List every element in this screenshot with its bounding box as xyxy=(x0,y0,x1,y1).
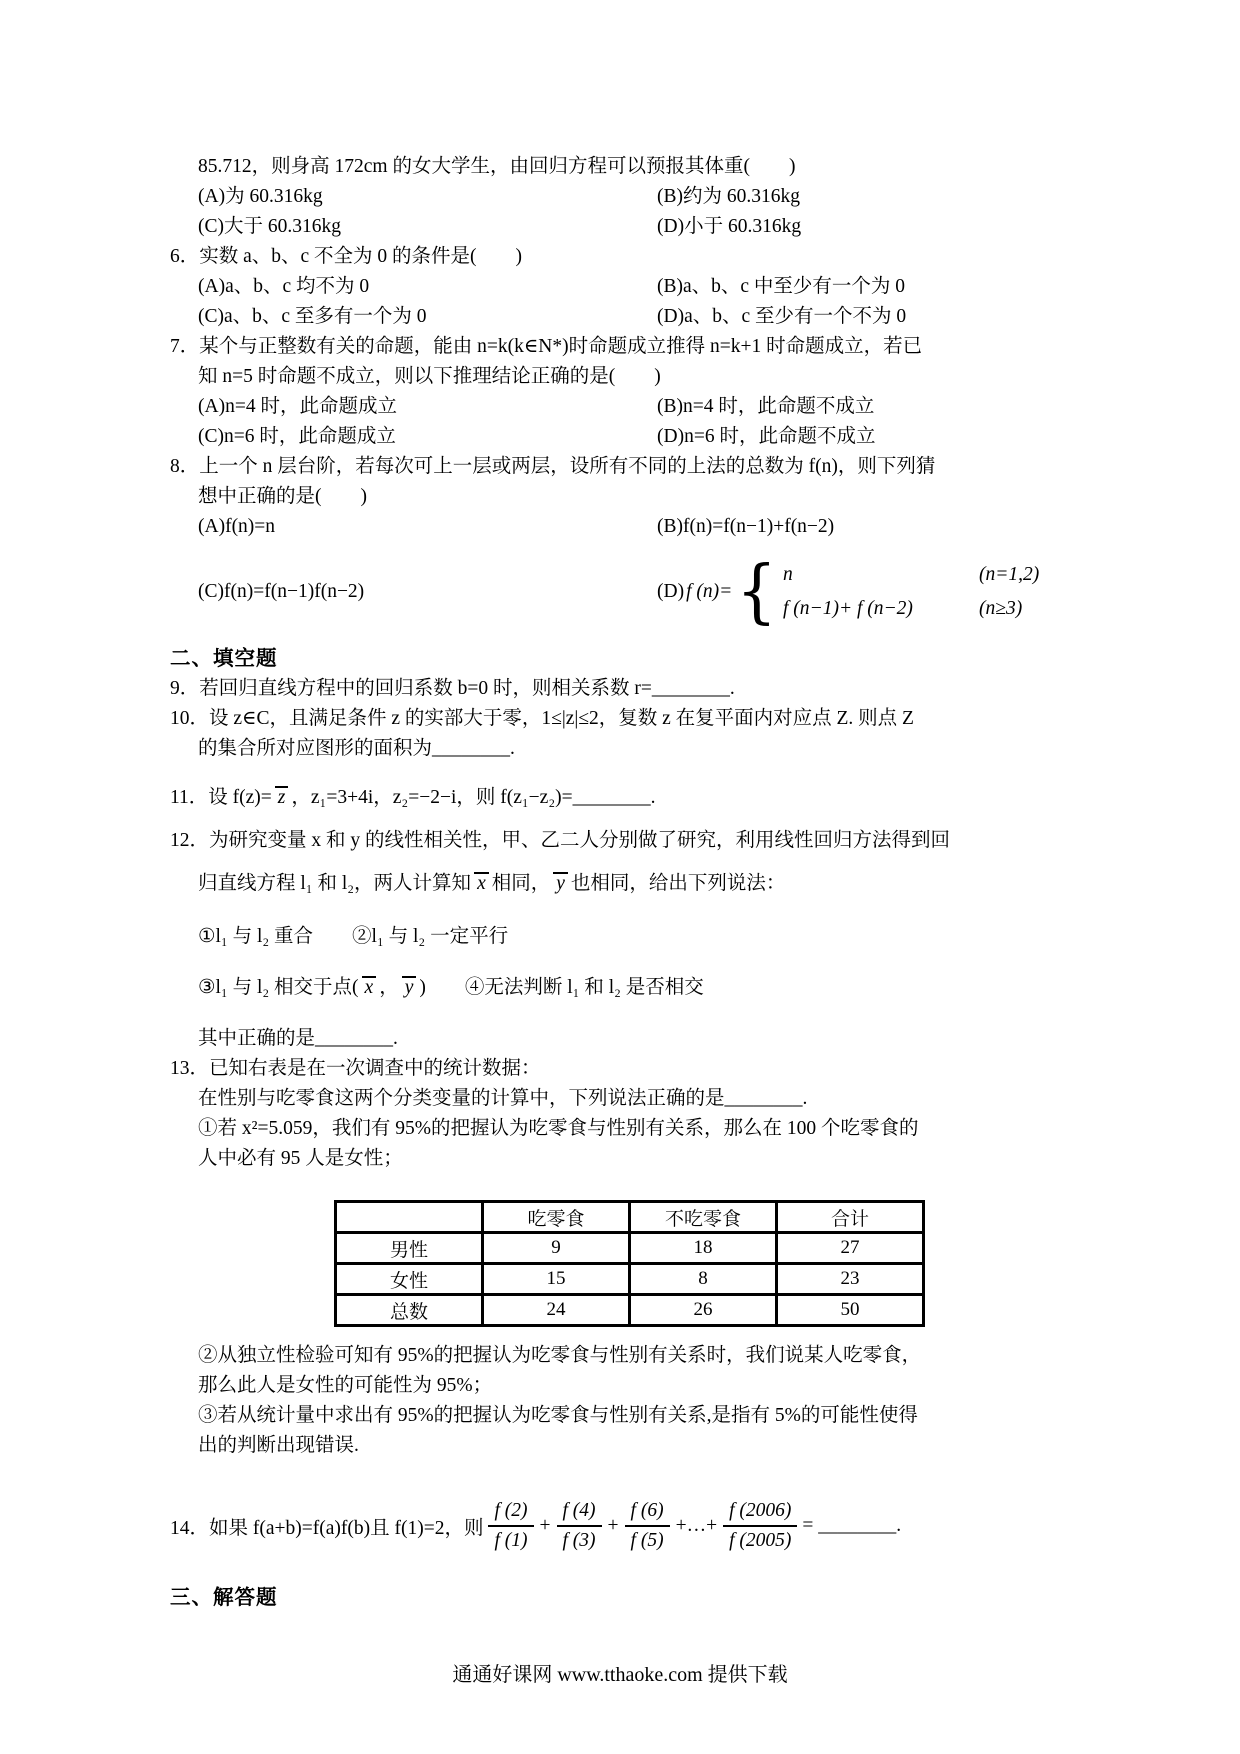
q5-option-b: (B)约为 60.316kg xyxy=(657,186,800,207)
q6-options-row-ab xyxy=(170,272,1100,302)
table-row-male xyxy=(336,1233,924,1264)
q5-options-row-ab xyxy=(170,182,1100,212)
q13-statement1-line2: 人中必有 95 人是女性； xyxy=(198,1148,403,1169)
q5-option-d: (D)小于 60.316kg xyxy=(657,216,802,237)
piecewise-case-1 xyxy=(783,558,1039,592)
q12-statement3-comma: ， xyxy=(379,977,399,998)
q7-option-b: (B)n=4 时，此命题不成立 xyxy=(657,396,875,417)
q13-statement1-line1: ①若 x²=5.059，我们有 95%的把握认为吃零食与性别有关系，那么在 100 个吃零食的 xyxy=(198,1118,919,1139)
q7-options-row-cd xyxy=(170,422,1100,452)
q12-point-ybar: y xyxy=(402,976,417,997)
q14-prefix: 14．如果 f(a+b)=f(a)f(b)且 f(1)=2，则 xyxy=(170,1518,484,1539)
q7-options-row-ab xyxy=(170,392,1100,422)
footer-download-notice: 通通好课网 www.tthaoke.com 提供下载 xyxy=(452,1664,788,1686)
q14-stem xyxy=(170,1483,1100,1569)
q14-answer-blank: = ________. xyxy=(802,1515,902,1536)
section-3-heading: 三、解答题 xyxy=(170,1586,278,1609)
table-row-female xyxy=(336,1264,924,1295)
fraction-f6-f5: $\frac{f (6)}{f (5)}$ xyxy=(625,1500,670,1552)
piecewise-brace: { xyxy=(736,552,777,632)
q13-line2: 在性别与吃零食这两个分类变量的计算中，下列说法正确的是________. xyxy=(198,1088,808,1109)
q13-statement3-line1: ③若从统计量中求出有 95%的把握认为吃零食与性别有关系,是指有 5%的可能性使得 xyxy=(198,1405,918,1426)
q9-stem: 9．若回归直线方程中的回归系数 b=0 时，则相关系数 r=________. xyxy=(170,678,735,699)
q13-statement2-line1: ②从独立性检验可知有 95%的把握认为吃零食与性别有关系时，我们说某人吃零食， xyxy=(198,1345,922,1366)
table-cell: 26 xyxy=(630,1295,777,1326)
q12-line2-mid: 相同， xyxy=(491,873,551,894)
q8-stem-line1: 8．上一个 n 层台阶，若每次可上一层或两层，设所有不同的上法的总数为 f(n)，则下列猜 xyxy=(170,456,936,477)
q11-prefix: 11．设 f(z)= xyxy=(170,787,272,808)
q13-line1: 13．已知右表是在一次调查中的统计数据： xyxy=(170,1058,541,1079)
q8-option-d xyxy=(657,552,1040,632)
q13-statement3-line2: 出的判断出现错误. xyxy=(198,1435,359,1456)
q8-option-b: (B)f(n)=f(n−1)+f(n−2) xyxy=(657,516,835,537)
q12-statement3-prefix: ③l₁ 与 l₂ 相交于点( xyxy=(198,977,359,998)
q10-line2: 的集合所对应图形的面积为________. xyxy=(198,738,515,759)
q8-stem-line2: 想中正确的是( ) xyxy=(198,486,367,507)
fraction-f4-f3: $\frac{f (4)}{f (3)}$ xyxy=(557,1500,602,1552)
q7-stem-line2: 知 n=5 时命题不成立，则以下推理结论正确的是( ) xyxy=(198,366,661,387)
q8-options-row-ab xyxy=(170,512,1100,542)
q6-option-c: (C)a、b、c 至多有一个为 0 xyxy=(198,306,427,327)
fraction-f2006-f2005: $\frac{f (2006)}{f (2005)}$ xyxy=(723,1500,797,1552)
piecewise-case-1-expr: n xyxy=(783,564,793,585)
q11-conjugate-bar: z xyxy=(275,786,289,807)
ellipsis-plus: +…+ xyxy=(675,1515,718,1536)
q7-option-c: (C)n=6 时，此命题成立 xyxy=(198,426,396,447)
q10-line1: 10．设 z∈C，且满足条件 z 的实部大于零，1≤|z|≤2，复数 z 在复平面内对应点 Z. 则点 Z xyxy=(170,708,914,729)
q5-option-c: (C)大于 60.316kg xyxy=(198,216,341,237)
plus-sign: + xyxy=(539,1515,551,1536)
table-cell: 8 xyxy=(630,1264,777,1295)
table-cell: 24 xyxy=(483,1295,630,1326)
table-cell: 总数 xyxy=(336,1295,483,1326)
q8-option-d-label: (D) xyxy=(657,581,685,602)
q8-option-d-cases xyxy=(783,558,1039,626)
q12-line1: 12．为研究变量 x 和 y 的线性相关性，甲、乙二人分别做了研究，利用线性回归方法得到回 xyxy=(170,830,951,851)
q12-answer-blank: 其中正确的是________. xyxy=(198,1028,398,1049)
q6-option-a: (A)a、b、c 均不为 0 xyxy=(198,276,370,297)
piecewise-case-2-expr: f (n−1)+ f (n−2) xyxy=(783,598,913,619)
table-cell: 23 xyxy=(777,1264,924,1295)
q11-stem xyxy=(170,780,1100,816)
q6-stem: 6．实数 a、b、c 不全为 0 的条件是( ) xyxy=(170,246,523,267)
q12-point-xbar: x xyxy=(362,976,377,997)
q13-statement2-line2: 那么此人是女性的可能性为 95%； xyxy=(198,1375,493,1396)
q12-line2-prefix: 归直线方程 l₁ 和 l₂，两人计算知 xyxy=(198,873,472,894)
table-cell: 50 xyxy=(777,1295,924,1326)
table-header-snack: 吃零食 xyxy=(483,1202,630,1233)
q7-option-d: (D)n=6 时，此命题不成立 xyxy=(657,426,876,447)
q12-ybar: y xyxy=(553,872,568,893)
table-cell: 9 xyxy=(483,1233,630,1264)
q12-line2 xyxy=(170,864,1100,904)
q12-line2-suffix: 也相同，给出下列说法： xyxy=(570,873,786,894)
q5-options-row-cd xyxy=(170,212,1100,242)
q8-option-d-function: f (n)= xyxy=(686,581,733,602)
table-cell: 女性 xyxy=(336,1264,483,1295)
q5-option-a: (A)为 60.316kg xyxy=(198,186,323,207)
q11-suffix: ，z₁=3+4i，z₂=−2−i，则 f(z₁−z₂)=________. xyxy=(291,787,656,808)
table-cell: 男性 xyxy=(336,1233,483,1264)
q7-option-a: (A)n=4 时，此命题成立 xyxy=(198,396,397,417)
q8-options-row-cd xyxy=(170,552,1100,632)
q6-option-d: (D)a、b、c 至少有一个不为 0 xyxy=(657,306,907,327)
q5-stem: 85.712，则身高 172cm 的女大学生，由回归方程可以预报其体重( ) xyxy=(198,156,796,177)
q7-stem-line1: 7．某个与正整数有关的命题，能由 n=k(k∈N*)时命题成立推得 n=k+1 时命题成立，若已 xyxy=(170,336,923,357)
table-cell: 18 xyxy=(630,1233,777,1264)
q8-option-c: (C)f(n)=f(n−1)f(n−2) xyxy=(198,581,365,602)
q12-statements-3-4 xyxy=(170,968,1100,1008)
piecewise-case-2 xyxy=(783,592,1039,626)
q12-xbar: x xyxy=(474,872,489,893)
q6-option-b: (B)a、b、c 中至少有一个为 0 xyxy=(657,276,906,297)
table-header-total: 合计 xyxy=(777,1202,924,1233)
table-cell: 27 xyxy=(777,1233,924,1264)
table-header-no-snack: 不吃零食 xyxy=(630,1202,777,1233)
q6-options-row-cd xyxy=(170,302,1100,332)
fraction-f2-f1: $\frac{f (2)}{f (1)}$ xyxy=(488,1500,533,1552)
plus-sign: + xyxy=(607,1515,619,1536)
q13-contingency-table xyxy=(334,1200,925,1327)
q8-option-a: (A)f(n)=n xyxy=(198,516,276,537)
table-cell: 15 xyxy=(483,1264,630,1295)
piecewise-case-1-cond: (n=1,2) xyxy=(979,564,1040,585)
section-2-heading: 二、填空题 xyxy=(170,647,278,670)
table-row-total xyxy=(336,1295,924,1326)
piecewise-case-2-cond: (n≥3) xyxy=(979,598,1023,619)
exam-content xyxy=(170,152,1100,1613)
table-header-empty xyxy=(336,1202,483,1233)
table-header-row xyxy=(336,1202,924,1233)
q12-statement3-suffix: ) ④无法判断 l₁ 和 l₂ 是否相交 xyxy=(419,977,704,998)
q12-statements-1-2: ①l₁ 与 l₂ 重合 ②l₁ 与 l₂ 一定平行 xyxy=(198,926,509,947)
